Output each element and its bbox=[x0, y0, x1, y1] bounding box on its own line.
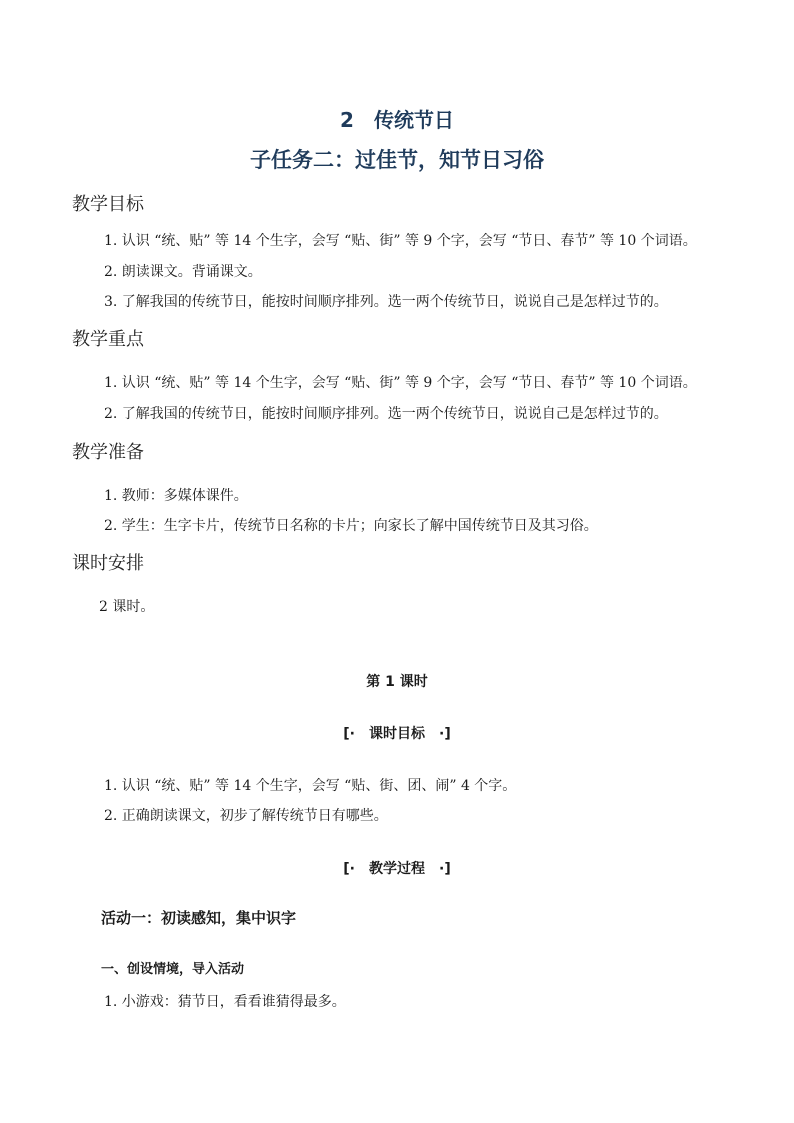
step-title: 一、创设情境，导入活动 bbox=[101, 962, 245, 977]
subtask-title: 子任务二：过佳节，知节日习俗 bbox=[250, 148, 544, 172]
section-heading-goals: 教学目标 bbox=[72, 194, 144, 215]
lesson-goal-item: 1. 认识 “统、贴” 等 14 个生字，会写 “贴、街、团、闹” 4 个字。 bbox=[104, 778, 517, 794]
lesson-goals-label: [· 课时目标 ·] bbox=[343, 726, 451, 742]
schedule-text: 2 课时。 bbox=[99, 599, 155, 615]
preparation-item: 1. 教师：多媒体课件。 bbox=[104, 488, 248, 504]
lesson-1-title: 第 1 课时 bbox=[366, 674, 428, 690]
teaching-process-label: [· 教学过程 ·] bbox=[343, 861, 451, 877]
key-point-item: 1. 认识 “统、贴” 等 14 个生字，会写 “贴、街” 等 9 个字，会写 “节日、春节” 等 10 个词语。 bbox=[104, 375, 697, 391]
step-item: 1. 小游戏：猜节日，看看谁猜得最多。 bbox=[104, 994, 346, 1010]
section-heading-key-points: 教学重点 bbox=[72, 329, 144, 350]
lesson-title: 2 传统节日 bbox=[340, 108, 454, 132]
goal-item: 3. 了解我国的传统节日，能按时间顺序排列。选一两个传统节日，说说自己是怎样过节的。 bbox=[104, 294, 668, 310]
section-heading-preparation: 教学准备 bbox=[72, 442, 144, 463]
preparation-item: 2. 学生：生字卡片，传统节日名称的卡片；向家长了解中国传统节日及其习俗。 bbox=[104, 518, 598, 534]
section-heading-schedule: 课时安排 bbox=[72, 553, 144, 574]
key-point-item: 2. 了解我国的传统节日，能按时间顺序排列。选一两个传统节日，说说自己是怎样过节的。 bbox=[104, 406, 668, 422]
goal-item: 2. 朗读课文。背诵课文。 bbox=[104, 264, 262, 280]
lesson-goal-item: 2. 正确朗读课文，初步了解传统节日有哪些。 bbox=[104, 808, 388, 824]
goal-item: 1. 认识 “统、贴” 等 14 个生字，会写 “贴、街” 等 9 个字，会写 “节日、春节” 等 10 个词语。 bbox=[104, 233, 697, 249]
activity-title: 活动一：初读感知，集中识字 bbox=[101, 909, 297, 927]
